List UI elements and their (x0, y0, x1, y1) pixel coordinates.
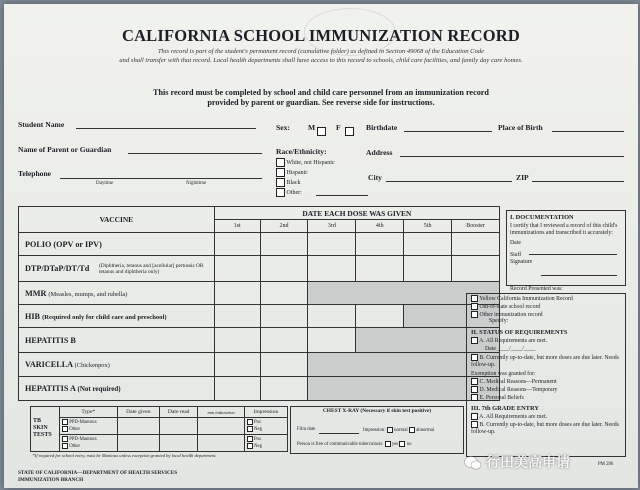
vaccine-name: DTP/DTaP/DT/Td (Diphtheria, tetanus and [acellular] pertussis OR tetanus and diphtheria only) (19, 256, 215, 282)
birthdate-field[interactable] (404, 131, 492, 132)
status-option-b[interactable]: B. Currently up-to-date, but more doses are due later. Needs follow-up. (471, 355, 619, 369)
dose-cell[interactable] (214, 377, 260, 401)
tb-impression-header: Impression (244, 407, 287, 418)
city-field[interactable] (386, 181, 512, 182)
sex-label: Sex: (276, 123, 290, 132)
documentation-heading: I. DOCUMENTATION (510, 214, 574, 221)
staff-signature-field[interactable] (541, 275, 617, 276)
record-option[interactable]: Other immunization record (471, 311, 625, 319)
ethnicity-option-white[interactable]: White, not Hispanic (276, 158, 335, 167)
tb-type-cell[interactable]: PPD-Mantoux Other (60, 434, 118, 451)
dose-cell[interactable] (308, 328, 356, 353)
tb-induration-cell[interactable] (198, 418, 244, 435)
student-name-field[interactable] (76, 128, 256, 129)
dose-cell[interactable] (452, 256, 500, 282)
telephone-field[interactable] (60, 178, 262, 179)
sex-f-checkbox[interactable] (345, 127, 354, 136)
yes-checkbox[interactable] (385, 441, 391, 447)
film-date-label: Film date (297, 427, 316, 432)
dose-cell[interactable] (308, 305, 356, 328)
dose-cell[interactable] (214, 305, 260, 328)
nighttime-label: Nighttime (186, 181, 207, 186)
watermark (464, 452, 570, 472)
dose-header: 4th (356, 220, 404, 233)
dose-cell[interactable] (260, 353, 308, 377)
tb-date-given-cell[interactable] (117, 434, 159, 451)
parent-name-label: Name of Parent or Guardian (18, 145, 112, 154)
tb-induration-header: mm induration (198, 407, 244, 418)
dose-cell[interactable] (214, 282, 260, 305)
vaccine-name: HEPATITIS A (Not required) (19, 377, 215, 401)
place-of-birth-field[interactable] (552, 131, 624, 132)
vaccine-name: MMR (Measles, mumps, and rubella) (19, 282, 215, 305)
film-date-field[interactable] (319, 433, 359, 434)
documentation-date-field[interactable] (529, 254, 617, 255)
table-row (19, 256, 500, 282)
address-field[interactable] (400, 156, 624, 157)
exemption-option[interactable]: D. Medical Reasons—Temporary (471, 386, 625, 394)
vaccine-column-header: VACCINE (19, 207, 215, 233)
vaccine-name: HEPATITIS B (19, 328, 215, 353)
dates-column-header: DATE EACH DOSE WAS GIVEN (214, 207, 499, 220)
dose-cell[interactable] (356, 233, 404, 256)
sex-m-checkbox[interactable] (317, 127, 326, 136)
grade7-heading: III. 7th GRADE ENTRY (471, 404, 539, 412)
dose-cell[interactable] (214, 256, 260, 282)
tb-date-given-cell[interactable] (117, 418, 159, 435)
record-option[interactable]: Out-of-state school record (471, 303, 625, 311)
tb-induration-cell[interactable] (198, 434, 244, 451)
zip-field[interactable] (532, 181, 624, 182)
no-checkbox[interactable] (399, 441, 405, 447)
form-title: CALIFORNIA SCHOOL IMMUNIZATION RECORD (121, 26, 521, 45)
telephone-label: Telephone (18, 169, 52, 178)
dose-cell[interactable] (260, 377, 308, 401)
dose-cell[interactable] (404, 256, 452, 282)
exemption-label: Exemption was granted for: (471, 371, 536, 378)
specify-label: Specify: (489, 318, 509, 325)
ethnicity-option-other[interactable]: Other: (276, 188, 302, 197)
vaccine-name: VARICELLA (Chickenpox) (19, 353, 215, 377)
vaccine-table (18, 206, 500, 401)
tb-date-read-header: Date read (160, 407, 198, 418)
tb-label: TB SKIN TESTS (31, 407, 60, 452)
tb-date-given-header: Date given (117, 407, 159, 418)
student-name-label: Student Name (18, 120, 65, 129)
record-option[interactable]: Yellow California Immunization Record (471, 295, 625, 303)
dose-cell[interactable] (356, 256, 404, 282)
table-row (19, 282, 500, 305)
table-row (19, 353, 500, 377)
form-subnote: This record is part of the student's permanent record (cumulative folder) as defined in Section 49068 of the Education Code and shall transfer with that record. Local health departments shall have access to this record to schools, child care facilities, and family day care homes. (119, 48, 523, 64)
dose-cell[interactable] (452, 233, 500, 256)
chest-xray-heading: CHEST X-RAY (Necessary if skin test positive) (322, 408, 432, 414)
form-instruction: This record must be completed by school and child care personnel from an immunization record provided by parent or guardian. See reverse side for instructions. (153, 88, 489, 107)
watermark-text: 行田美高申请 (486, 455, 570, 471)
sex-m-label: M (308, 123, 316, 132)
dose-cell[interactable] (404, 233, 452, 256)
dose-cell[interactable] (260, 256, 308, 282)
zip-label: ZIP (516, 173, 529, 182)
dose-cell[interactable] (214, 328, 260, 353)
tb-impression-cell[interactable]: Pos Neg (244, 418, 287, 435)
exemption-option[interactable]: E. Personal Beliefs (471, 394, 625, 402)
chat-icon (464, 455, 482, 471)
dose-cell[interactable] (260, 233, 308, 256)
dose-cell[interactable] (308, 233, 356, 256)
tb-type-cell[interactable]: PPD-Mantoux Other (60, 418, 118, 435)
city-label: City (368, 173, 382, 182)
abnormal-checkbox[interactable] (409, 427, 415, 433)
tb-skin-tests-table (30, 406, 288, 460)
xray-impression: Impression: normal abnormal (363, 428, 435, 434)
dose-header: 5th (404, 220, 452, 233)
place-of-birth-label: Place of Birth (498, 123, 543, 132)
race-label: Race/Ethnicity: (276, 147, 327, 156)
birthdate-label: Birthdate (366, 123, 398, 132)
normal-checkbox[interactable] (387, 427, 393, 433)
table-row (19, 377, 500, 401)
tb-required-note: *If required for school entry, must be Mantoux unless exception granted by local health department. (32, 453, 217, 459)
tb-date-read-cell[interactable] (160, 418, 198, 435)
dose-header: Booster (452, 220, 500, 233)
form-footer: STATE OF CALIFORNIA—DEPARTMENT OF HEALTH SERVICES IMMUNIZATION BRANCH (18, 470, 178, 483)
dose-header: 1st (214, 220, 260, 233)
table-row (31, 418, 288, 435)
tb-free-question: Person is free of communicable tuberculosis: yes no (297, 442, 412, 448)
dose-header: 3rd (308, 220, 356, 233)
ethnicity-option-hispanic[interactable]: Hispanic (276, 168, 308, 177)
table-row (31, 434, 288, 451)
tb-impression-cell[interactable]: Pos Neg (244, 434, 287, 451)
dose-cell[interactable] (214, 233, 260, 256)
staff-signature-label: Staff Signature (510, 252, 533, 265)
table-row (19, 233, 500, 256)
address-label: Address (366, 148, 393, 157)
immunization-form (4, 4, 638, 488)
documentation-panel (506, 210, 626, 286)
status-date-label: Date ____/____/____ (485, 346, 536, 353)
table-row (19, 305, 500, 328)
status-panel (466, 293, 626, 457)
vaccine-name: POLIO (OPV or IPV) (19, 233, 215, 256)
dose-cell[interactable] (260, 305, 308, 328)
tb-date-read-cell[interactable] (160, 434, 198, 451)
chest-xray-panel (290, 406, 464, 454)
dose-cell[interactable] (308, 256, 356, 282)
dose-cell[interactable] (260, 328, 308, 353)
certify-text: I certify that I reviewed a record of this child's immunizations and transcribed it accurately: (510, 223, 618, 236)
tb-type-header: Type* (60, 407, 118, 418)
grade7-option-b[interactable]: B. Currently up-to-date, but more doses are due later. Needs follow-up. (471, 422, 619, 436)
ethnicity-other-field[interactable] (316, 195, 368, 196)
record-presented-label: Record Presented was: (510, 286, 563, 292)
daytime-label: Daytime (96, 181, 114, 186)
dose-cell[interactable] (356, 305, 404, 328)
exemption-option[interactable]: C. Medical Reasons—Permanent (471, 378, 625, 386)
grade7-option-a[interactable]: A. All Requirements are met. (471, 413, 625, 421)
form-number: PM 286 (598, 462, 614, 467)
dose-cell[interactable] (260, 282, 308, 305)
parent-name-field[interactable] (128, 153, 262, 154)
table-row (19, 328, 500, 353)
status-option-a[interactable]: A. All Requirements are met. (471, 337, 625, 345)
dose-header: 2nd (260, 220, 308, 233)
vaccine-name: HIB (Required only for child care and preschool) (19, 305, 215, 328)
status-heading: II. STATUS OF REQUIREMENTS (471, 329, 568, 337)
dose-cell[interactable] (214, 353, 260, 377)
ethnicity-option-black[interactable]: Black (276, 178, 301, 187)
date-label: Date (510, 240, 521, 246)
sex-f-label: F (336, 123, 341, 132)
